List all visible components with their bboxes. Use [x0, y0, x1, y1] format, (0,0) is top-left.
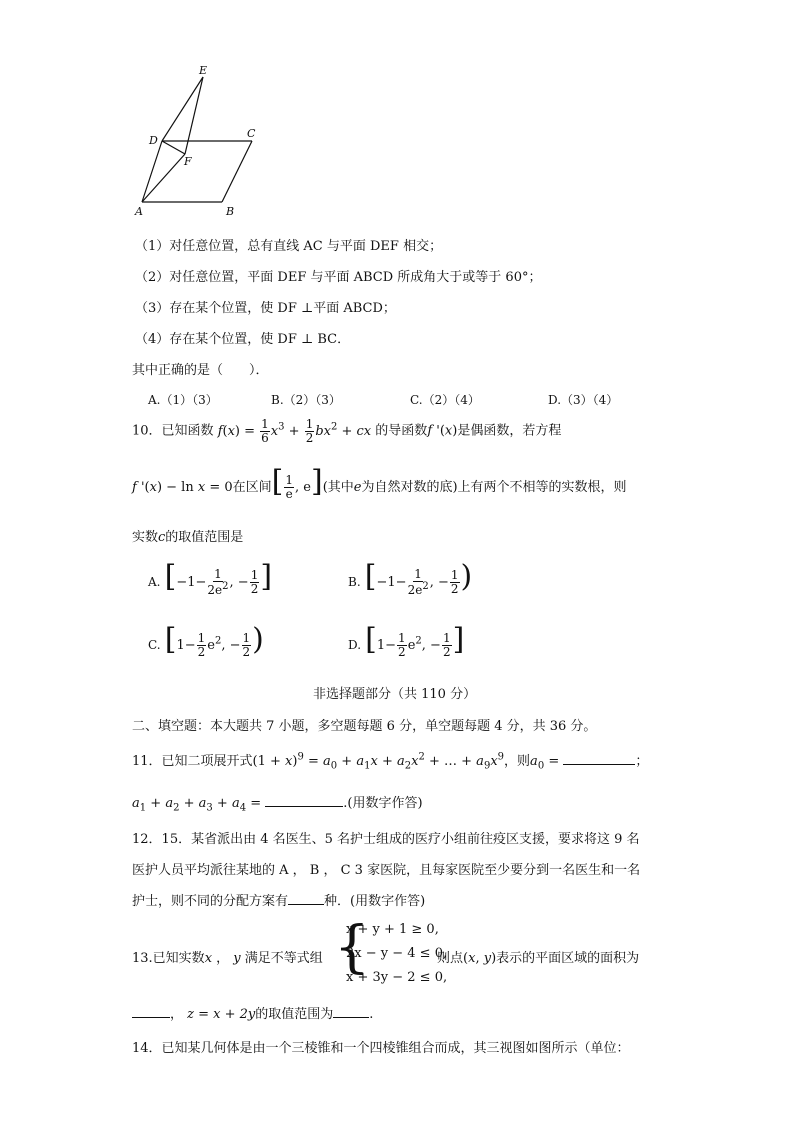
q14-line-1: 14．已知某几何体是由一个三棱锥和一个四棱锥组合而成，其三视图如图所示（单位：: [132, 1041, 630, 1056]
q10-option-b: B. [−1− $\frac{1}{2e^2}$ , − $\frac{1}{2}$ ): [348, 559, 473, 597]
q13-line-2: ， z = x + 2y的取值范围为 .: [132, 1003, 373, 1022]
q13-blank-2[interactable]: [333, 1005, 369, 1018]
q10-option-c: C. [1− $\frac{1}{2}$ $e^2$, − $\frac{1}{2}$ ): [148, 622, 264, 659]
q10-line-2: f '(x) − ln x = 0在区间[ $\frac{1}{e}$ , e](其中e为自然对数的底)上有两个不相等的实数根，则: [132, 464, 627, 501]
label-c: C: [247, 127, 256, 140]
q13-ineq-3: x + 3y − 2 ≤ 0,: [346, 970, 448, 985]
q11-blank-2[interactable]: [265, 794, 343, 807]
q13-blank-1[interactable]: [132, 1005, 170, 1018]
q12-line-3: 护士，则不同的分配方案有 种．(用数字作答): [132, 894, 426, 909]
q9-stmt-4: （4）存在某个位置，使 DF ⊥ BC．: [135, 332, 351, 347]
q13-prefix: 13.已知实数x ， y 满足不等式组: [132, 951, 323, 966]
q9-option-b: B.（2）（3）: [271, 393, 341, 407]
q11-blank-1[interactable]: [563, 752, 635, 765]
section-fill-in: 二、填空题：本大题共 7 小题，多空题每题 6 分，单空题每题 4 分，共 36 分。: [132, 719, 597, 734]
q11-line-1: 11．已知二项展开式$(1 + x)^9 = a_0 + a_1x + a_2x^2$ + … + $a_9x^9$，则$a_0$ = ；: [132, 751, 649, 772]
q11-line-2: $a_1 + a_2 + a_3 + a_4$ = .(用数字作答): [132, 796, 423, 814]
q9-stmt-1: （1）对任意位置，总有直线 AC 与平面 DEF 相交；: [135, 239, 443, 254]
q10-option-d: D. [1− $\frac{1}{2}$ $e^2$, − $\frac{1}{2}$ ]: [348, 622, 465, 659]
q12-line-1: 12．15．某省派出由 4 名医生、5 名护士组成的医疗小组前往疫区支援，要求将这 9 名: [132, 832, 640, 847]
q13-ineq-1: x + y + 1 ≥ 0,: [346, 922, 439, 937]
q13-after: 则点(x, y)表示的平面区域的面积为: [437, 951, 640, 966]
q10-line-1: 10．已知函数 f(x) = $\frac{1}{6}$ $x^3$ + $\frac{1}{2}$ $bx^2$ + cx 的导函数f '(x)是偶函数，若方程: [132, 417, 562, 445]
label-d: D: [149, 134, 158, 147]
q10-option-a: A. [−1− $\frac{1}{2e^2}$ , − $\frac{1}{2}$ ]: [148, 559, 273, 597]
q13-ineq-2: 2x − y − 4 ≤ 0,: [346, 946, 448, 961]
q9-option-d: D.（3）（4）: [548, 393, 619, 407]
q12-line-2: 医护人员平均派往某地的 A ， B ， C 3 家医院，且每家医院至少要分到一名医生和一名: [132, 863, 641, 878]
q9-stmt-3: （3）存在某个位置，使 DF ⊥平面 ABCD；: [135, 301, 396, 316]
q9-option-c: C.（2）（4）: [410, 393, 480, 407]
q9-stmt-2: （2）对任意位置，平面 DEF 与平面 ABCD 所成角大于或等于 60°；: [135, 270, 542, 285]
label-b: B: [226, 205, 235, 218]
q9-option-a: A.（1）（3）: [148, 393, 218, 407]
q9-prompt: 其中正确的是（ ）．: [132, 363, 269, 378]
label-f: F: [184, 155, 192, 168]
label-e: E: [199, 64, 208, 77]
q13-system: { x + y + 1 ≥ 0, 2x − y − 4 ≤ 0, x + 3y − 2 ≤ 0,: [334, 915, 448, 985]
geometry-figure: [130, 60, 270, 220]
q10-line-3: 实数c的取值范围是: [132, 530, 244, 545]
label-a: A: [135, 205, 143, 218]
q12-blank[interactable]: [288, 892, 324, 905]
section-title: 非选择题部分（共 110 分）: [313, 687, 477, 702]
